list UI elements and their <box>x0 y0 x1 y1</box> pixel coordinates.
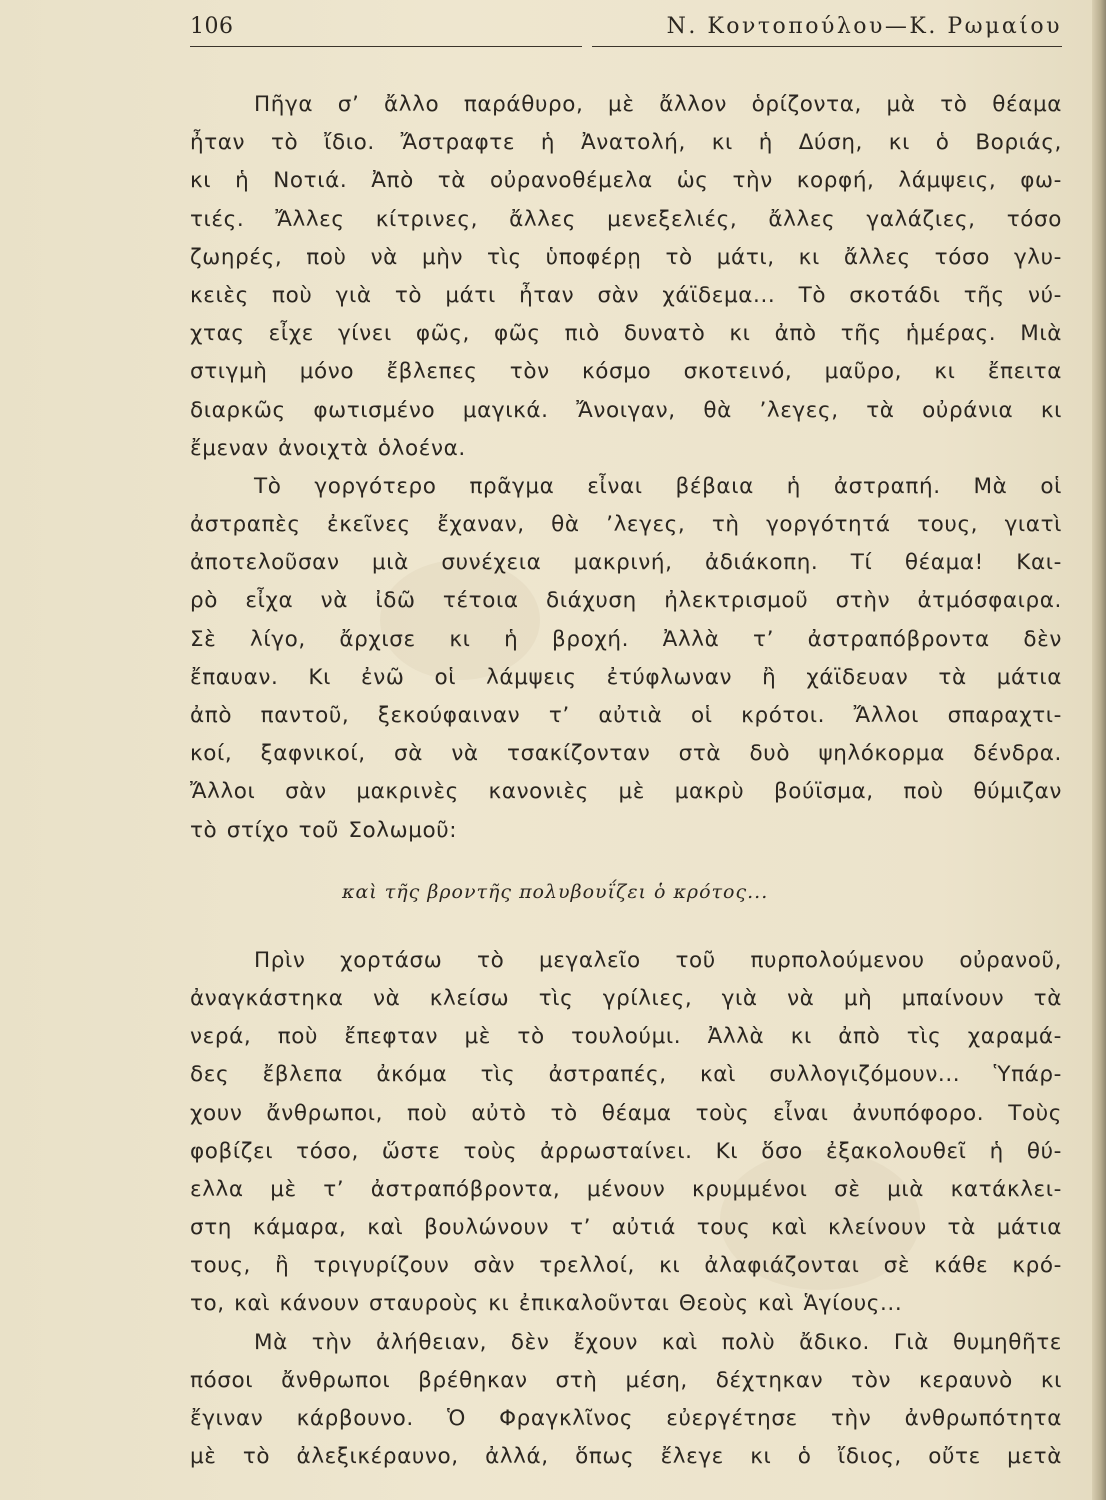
text-line: τιές. Ἄλλες κίτρινες, ἄλλες μενεξελιές, ἄλλες γαλάζιες, τόσο <box>190 206 1062 232</box>
text-line: ἔμεναν ἀνοιχτὰ ὁλοένα. <box>190 435 466 461</box>
text-line: ἀστραπὲς ἐκεῖνες ἔχαναν, θὰ ’λεγες, τὴ γοργότητά τους, γιατὶ <box>190 512 1062 538</box>
text-line: ἔγιναν κάρβουνο. Ὁ Φραγκλῖνος εὐεργέτησε τὴν ἀνθρωπότητα <box>190 1406 1062 1431</box>
text-line: πόσοι ἄνθρωποι βρέθηκαν στὴ μέση, δέχτηκαν τὸν κεραυνὸ κι <box>190 1367 1062 1393</box>
paragraph-4 <box>190 1324 1062 1477</box>
text-line: ζωηρές, ποὺ νὰ μὴν τὶς ὑποφέρῃ τὸ μάτι, κι ἄλλες τόσο γλυ- <box>190 244 1062 270</box>
text-line: Πρὶν χορτάσω τὸ μεγαλεῖο τοῦ πυρπολούμενου οὐρανοῦ, <box>254 947 1062 973</box>
header-rule-left <box>190 46 582 47</box>
text-line: κι ἡ Νοτιά. Ἀπὸ τὰ οὐρανοθέμελα ὡς τὴν κορφή, λάμψεις, φω- <box>190 168 1062 194</box>
running-head: Ν. Κοντοπούλου—Κ. Ρωμαίου <box>666 14 1062 39</box>
text-line: στιγμὴ μόνο ἔβλεπες τὸν κόσμο σκοτεινό, μαῦρο, κι ἔπειτα <box>190 359 1062 385</box>
text-line: Σὲ λίγο, ἄρχισε κι ἡ βροχή. Ἀλλὰ τ’ ἀστραπόβροντα δὲν <box>190 626 1062 652</box>
text-line: κοί, ξαφνικοί, σὰ νὰ τσακίζονταν στὰ δυὸ ψηλόκορμα δένδρα. <box>190 741 1062 767</box>
text-line: τους, ἢ τριγυρίζουν σὰν τρελλοί, κι ἀλαφιάζονται σὲ κάθε κρό- <box>190 1253 1062 1279</box>
body-text <box>190 86 1062 1476</box>
header-rule-right <box>592 46 1062 47</box>
text-line: φοβίζει τόσο, ὥστε τοὺς ἀρρωσταίνει. Κι ὅσο ἐξακολουθεῖ ἡ θύ- <box>190 1138 1062 1164</box>
text-line: μὲ τὸ ἀλεξικέραυνο, ἀλλά, ὅπως ἔλεγε κι ὁ ἴδιος, οὔτε μετὰ <box>190 1444 1062 1470</box>
text-line: ἀπὸ παντοῦ, ξεκούφαιναν τ’ αὐτιὰ οἱ κρότοι. Ἄλλοι σπαραχτι- <box>190 703 1062 728</box>
text-line: ἀποτελοῦσαν μιὰ συνέχεια μακρινή, ἀδιάκοπη. Τί θέαμα! Και- <box>190 550 1062 576</box>
page-number: 106 <box>190 14 234 39</box>
text-line: τὸ στίχο τοῦ Σολωμοῦ: <box>190 817 458 843</box>
text-line: διαρκῶς φωτισμένο μαγικά. Ἄνοιγαν, θὰ ’λεγες, τὰ οὐράνια κι <box>190 397 1062 423</box>
page-header <box>190 14 1062 48</box>
text-line: Τὸ γοργότερο πρᾶγμα εἶναι βέβαια ἡ ἀστραπή. Μὰ οἱ <box>254 473 1062 499</box>
text-line: στη κάμαρα, καὶ βουλώνουν τ’ αὐτιά τους καὶ κλείνουν τὰ μάτια <box>190 1215 1062 1241</box>
page-edge-shadow <box>1092 0 1106 1500</box>
verse-quote: καὶ τῆς βροντῆς πολυβουΐζει ὁ κρότος... <box>342 880 769 903</box>
text-line: δες ἔβλεπα ἀκόμα τὶς ἀστραπές, καὶ συλλογιζόμουν... Ὑπάρ- <box>190 1062 1062 1088</box>
spacer <box>190 930 1062 942</box>
text-line: ἀναγκάστηκα νὰ κλείσω τὶς γρίλιες, γιὰ νὰ μὴ μπαίνουν τὰ <box>190 985 1062 1011</box>
text-line: ἦταν τὸ ἴδιο. Ἄστραφτε ἡ Ἀνατολή, κι ἡ Δύση, κι ὁ Βοριάς, <box>190 130 1062 156</box>
paragraph-3 <box>190 942 1062 1324</box>
paragraph-2 <box>190 468 1062 850</box>
text-line: Ἄλλοι σὰν μακρινὲς κανονιὲς μὲ μακρὺ βούϊσμα, ποὺ θύμιζαν <box>190 779 1062 805</box>
text-line: ρὸ εἶχα νὰ ἰδῶ τέτοια διάχυση ἠλεκτρισμοῦ στὴν ἀτμόσφαιρα. <box>190 588 1062 614</box>
paragraph-1 <box>190 86 1062 468</box>
text-line: ἔπαυαν. Κι ἐνῶ οἱ λάμψεις ἐτύφλωναν ἢ χάϊδευαν τὰ μάτια <box>190 664 1062 690</box>
text-line: χουν ἄνθρωποι, ποὺ αὐτὸ τὸ θέαμα τοὺς εἶναι ἀνυπόφορο. Τοὺς <box>190 1100 1062 1126</box>
text-line: το, καὶ κάνουν σταυροὺς κι ἐπικαλοῦνται Θεοὺς καὶ Ἁγίους... <box>190 1291 903 1317</box>
text-line: κειὲς ποὺ γιὰ τὸ μάτι ἦταν σὰν χάϊδεμα... Τὸ σκοτάδι τῆς νύ- <box>190 282 1062 308</box>
text-line: χτας εἶχε γίνει φῶς, φῶς πιὸ δυνατὸ κι ἀπὸ τῆς ἡμέρας. Μιὰ <box>190 321 1062 347</box>
text-line: νερά, ποὺ ἔπεφταν μὲ τὸ τουλούμι. Ἀλλὰ κι ἀπὸ τὶς χαραμά- <box>190 1024 1062 1050</box>
text-line: Πῆγα σ’ ἄλλο παράθυρο, μὲ ἄλλον ὁρίζοντα, μὰ τὸ θέαμα <box>254 92 1062 117</box>
text-line: Μὰ τὴν ἀλήθειαν, δὲν ἔχουν καὶ πολὺ ἄδικο. Γιὰ θυμηθῆτε <box>254 1329 1062 1355</box>
text-line: ελλα μὲ τ’ ἀστραπόβροντα, μένουν κρυμμένοι σὲ μιὰ κατάκλει- <box>190 1176 1062 1202</box>
